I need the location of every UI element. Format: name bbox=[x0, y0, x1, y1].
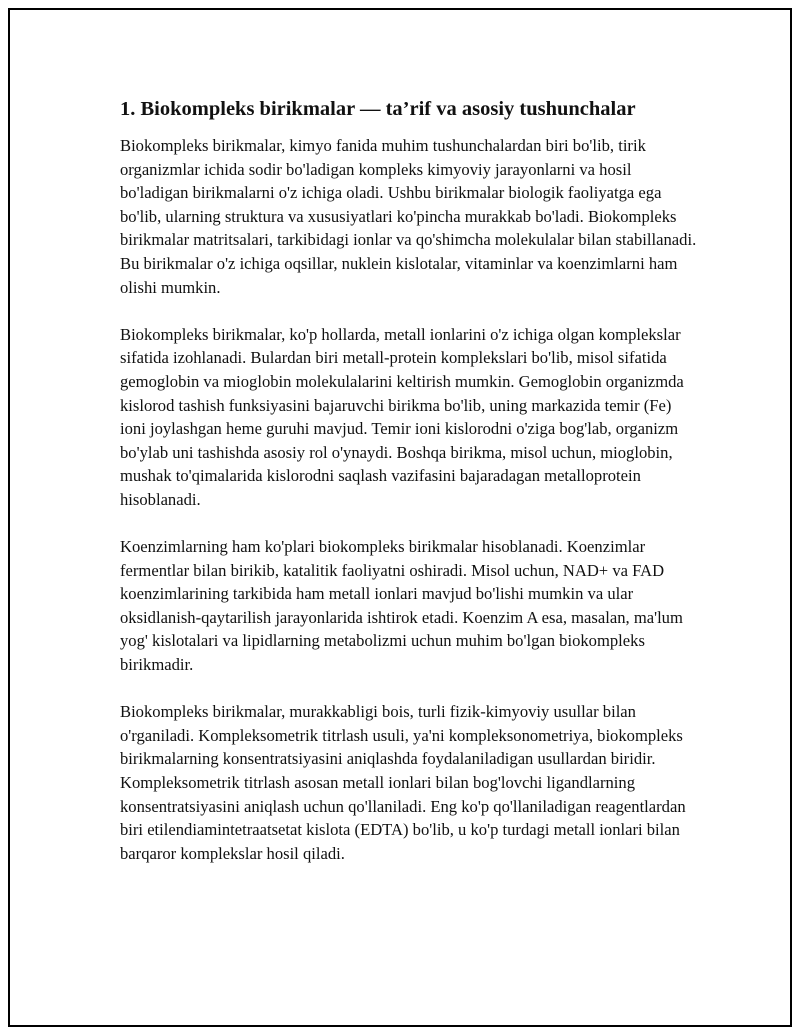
paragraph-intro: Biokompleks birikmalar, kimyo fanida muhim tushunchalardan biri bo'lib, tirik organizmlar ichida sodir bo'ladigan kompleks kimyoviy jarayonlarni va hosil bo'ladigan birikmalarni o'z ichiga oladi. Ushbu birikmalar biologik faoliyatga ega bo'lib, ularning struktura va xususiyatlari ko'pincha murakkab bo'ladi. Biokompleks birikmalar matritsalari, tarkibidagi ionlar va qo'shimcha molekulalar bilan stabillanadi. Bu birikmalar o'z ichiga oqsillar, nuklein kislotalar, vitaminlar va koenzimlarni ham olishi mumkin. bbox=[120, 136, 697, 297]
document-body bbox=[120, 96, 700, 889]
section-heading: 1. Biokompleks birikmalar — ta’rif va asosiy tushunchalar bbox=[120, 98, 636, 120]
paragraph-study-methods: Biokompleks birikmalar, murakkabligi bois, turli fizik-kimyoviy usullar bilan o'rganiladi. Kompleksometrik titrlash usuli, ya'ni kompleksonometriya, biokompleks birikmalarning konsentratsiyasini aniqlashda foydalaniladigan usullardan biridir. Kompleksometrik titrlash asosan metall ionlari bilan bog'lovchi ligandlarning konsentratsiyasini aniqlash uchun qo'llaniladi. Eng ko'p qo'llaniladigan reagentlardan biri etilendiamintetraatsetat kislota (EDTA) bo'lib, u ko'p turdagi metall ionlari bilan barqaror komplekslar hosil qiladi. bbox=[120, 702, 686, 863]
paragraph-coenzymes: Koenzimlarning ham ko'plari biokompleks birikmalar hisoblanadi. Koenzimlar fermentlar bilan birikib, katalitik faoliyatni oshiradi. Misol uchun, NAD+ va FAD koenzimlarining tarkibida ham metall ionlari mavjud bo'lishi mumkin va ular oksidlanish-qaytarilish jarayonlarida ishtirok etadi. Koenzim A esa, masalan, ma'lum yog' kislotalari va lipidlarning metabolizmi uchun muhim bo'lgan biokompleks birikmadir. bbox=[120, 537, 683, 675]
page-border bbox=[8, 8, 792, 1027]
paragraph-metal-complexes: Biokompleks birikmalar, ko'p hollarda, metall ionlarini o'z ichiga olgan komplekslar sifatida izohlanadi. Bulardan biri metall-protein komplekslari bo'lib, misol sifatida gemoglobin va mioglobin molekulalarini keltirish mumkin. Gemoglobin organizmda kislorod tashish funksiyasini bajaruvchi birikma bo'lib, uning markazida temir (Fe) ioni joylashgan heme guruhi mavjud. Temir ioni kislorodni o'ziga bog'lab, organizm bo'ylab uni tashishda asosiy rol o'ynaydi. Boshqa birikma, misol uchun, mioglobin, mushak to'qimalarida kislorodni saqlash vazifasini bajaradagan metalloprotein hisoblanadi. bbox=[120, 324, 684, 509]
